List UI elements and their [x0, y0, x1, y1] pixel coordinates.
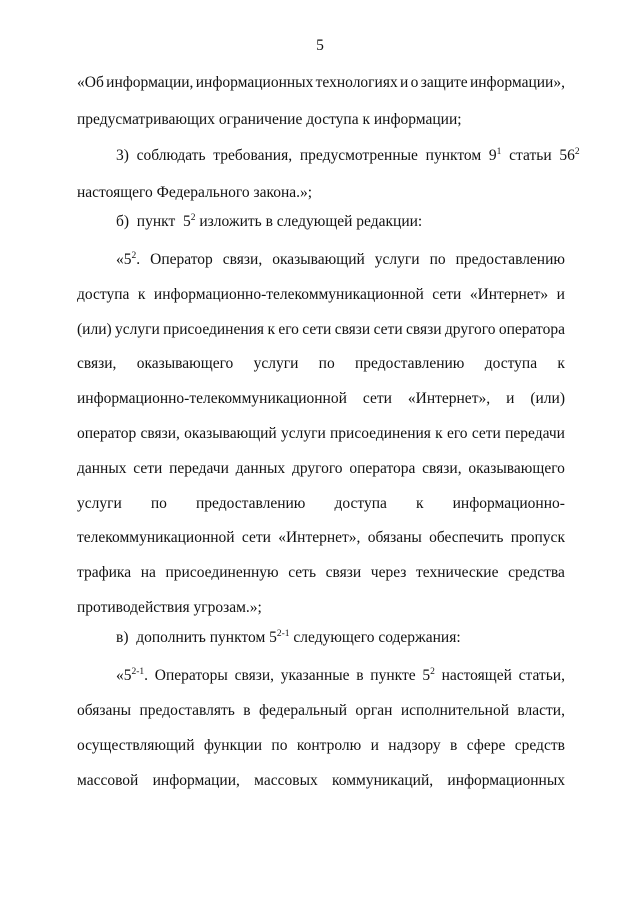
text-line-20 [77, 736, 565, 756]
word: предоставлению [355, 355, 465, 372]
text-line-9 [77, 354, 565, 374]
text-segment: в) дополнить пунктом 5 [116, 629, 277, 646]
word: массовой [77, 772, 139, 789]
word: через [370, 564, 407, 581]
word: услуги [374, 251, 420, 268]
word: в [243, 702, 251, 719]
paragraph-number: «5$^{2-1}$. [116, 667, 149, 684]
word: к [557, 355, 565, 372]
word: обеспечить [429, 529, 504, 546]
word: технические [416, 564, 499, 581]
word: функции [203, 737, 263, 754]
word: к [435, 425, 443, 442]
word: и [400, 74, 409, 91]
word: доступа [77, 286, 130, 303]
superscript: 2 [190, 213, 196, 223]
word: информации, [106, 74, 194, 91]
word: о [410, 74, 419, 91]
word: массовых [254, 772, 318, 789]
word: «Интернет», [407, 390, 491, 407]
word: информации», [469, 74, 565, 91]
word: предоставлению [455, 251, 565, 268]
text-line-18 [116, 666, 565, 686]
word: сети [432, 286, 462, 303]
word: настоящей [441, 667, 512, 684]
superscript: 2-1 [131, 667, 145, 677]
word: другого [444, 321, 496, 338]
word: орган [355, 702, 393, 719]
text-line-7 [77, 285, 565, 305]
word: присоединения [163, 321, 265, 338]
text-line-12 [77, 459, 565, 479]
word: оказывающего [136, 355, 234, 372]
word: трафика [77, 564, 132, 581]
word: услуги [115, 321, 160, 338]
page-number: 5 [316, 37, 324, 54]
word: надзору [388, 737, 441, 754]
text-line-1 [77, 73, 565, 93]
word: сети [362, 390, 392, 407]
word: предоставлять [139, 702, 235, 719]
word: данных [77, 460, 127, 477]
word: связи, [77, 355, 117, 372]
word: доступа [334, 495, 387, 512]
word: «Об [77, 74, 104, 91]
text-line-13 [77, 494, 565, 514]
word: другого [291, 460, 343, 477]
word: связи [405, 321, 442, 338]
word: статьи, [518, 667, 565, 684]
word: предоставлению [196, 495, 306, 512]
text-segment: 3) соблюдать требования, предусмотренные пунктом 9 [116, 147, 497, 164]
text-line-19 [77, 701, 565, 721]
word: услуги [253, 355, 299, 372]
text-line-17 [116, 628, 565, 648]
superscript: 1 [496, 147, 502, 157]
text-line-15 [77, 563, 565, 583]
text-line-4 [77, 183, 565, 203]
word: связи [325, 564, 362, 581]
word: средств [514, 737, 565, 754]
word: указанные [280, 667, 350, 684]
superscript: 2 [430, 667, 435, 677]
line-text: предусматривающих ограничение доступа к информации; [77, 111, 462, 128]
line-text: противодействия угрозам.»; [77, 599, 262, 616]
text-line-8 [77, 320, 565, 340]
word: сети [241, 529, 271, 546]
word: его [446, 425, 468, 442]
word: информационно-телекоммуникационной [153, 286, 424, 303]
text-segment: б) пункт 5 [116, 213, 191, 230]
word: связи, [422, 460, 462, 477]
word: связи [334, 321, 371, 338]
word: (или) [530, 390, 565, 407]
word: оператор [77, 425, 137, 442]
word: оператора [498, 321, 565, 338]
word: на [140, 564, 156, 581]
word: обязаны [367, 529, 422, 546]
word: в [356, 667, 364, 684]
word: оказывающего [468, 460, 565, 477]
word: Операторы [154, 667, 228, 684]
word: присоединения [330, 425, 431, 442]
word: сфере [466, 737, 506, 754]
word: (или) [77, 321, 112, 338]
word: «Интернет» [469, 286, 549, 303]
word: обязаны [77, 702, 132, 719]
word: пропуск [510, 529, 565, 546]
word: информационных [447, 772, 565, 789]
word: к [137, 286, 146, 303]
word: связи, [234, 667, 274, 684]
word: доступа [484, 355, 538, 372]
word: сети [471, 425, 501, 442]
text-line-5 [116, 212, 565, 232]
text-line-14 [77, 528, 565, 548]
text-segment: следующего содержания: [289, 629, 461, 646]
word: передачи [505, 425, 565, 442]
word: связи, [222, 251, 263, 268]
word: и [370, 737, 379, 754]
word: информационных [195, 74, 314, 91]
word: данных [235, 460, 286, 477]
text-line-11 [77, 424, 565, 444]
text-segment: статьи 56 [501, 147, 575, 164]
word: оказывающий [272, 251, 365, 268]
word: информационно-телекоммуникационной [77, 390, 347, 407]
word: пункте [370, 667, 416, 684]
superscript: 2 [574, 147, 580, 157]
word: коммуникаций, [332, 772, 434, 789]
word: федеральный [258, 702, 347, 719]
word: к [415, 495, 424, 512]
text-line-16 [77, 598, 565, 618]
text-line-21 [77, 771, 565, 791]
line-text: настоящего Федерального закона.»; [77, 184, 313, 201]
text-segment: изложить в следующей редакции: [195, 213, 423, 230]
word: по [271, 737, 288, 754]
word: технологиях [315, 74, 398, 91]
word: в [450, 737, 458, 754]
word: телекоммуникационной [77, 529, 235, 546]
word: передачи [169, 460, 229, 477]
word: информационно- [452, 495, 565, 512]
word: связи, [140, 425, 180, 442]
word: по [429, 251, 446, 268]
word: и [506, 390, 515, 407]
word: к [267, 321, 275, 338]
paragraph-number: «$5^2$. [116, 251, 141, 268]
word: средства [508, 564, 565, 581]
word: по [150, 495, 167, 512]
word: контролю [296, 737, 362, 754]
superscript: 2 [131, 251, 137, 261]
word: сети [373, 321, 403, 338]
word: услуги [77, 495, 122, 512]
word: власти, [517, 702, 565, 719]
word: по [318, 355, 335, 372]
word: осуществляющий [77, 737, 195, 754]
text-line-6 [116, 250, 565, 270]
text-line-10 [77, 389, 565, 409]
word: исполнительной [400, 702, 509, 719]
word: и [556, 286, 565, 303]
text-line-2 [77, 110, 565, 130]
superscript: 2-1 [276, 629, 290, 639]
word: оператора [349, 460, 416, 477]
word: сети [302, 321, 332, 338]
word: услуги [280, 425, 326, 442]
text-line-3 [116, 146, 580, 166]
word: присоединенную [165, 564, 279, 581]
word: оказывающий [184, 425, 277, 442]
word: сеть [288, 564, 317, 581]
word: защите [420, 74, 468, 91]
word: информации, [152, 772, 240, 789]
word: сети [133, 460, 163, 477]
word: его [278, 321, 299, 338]
word: $5^2$ [422, 667, 435, 684]
word: «Интернет», [278, 529, 361, 546]
word: Оператор [150, 251, 213, 268]
